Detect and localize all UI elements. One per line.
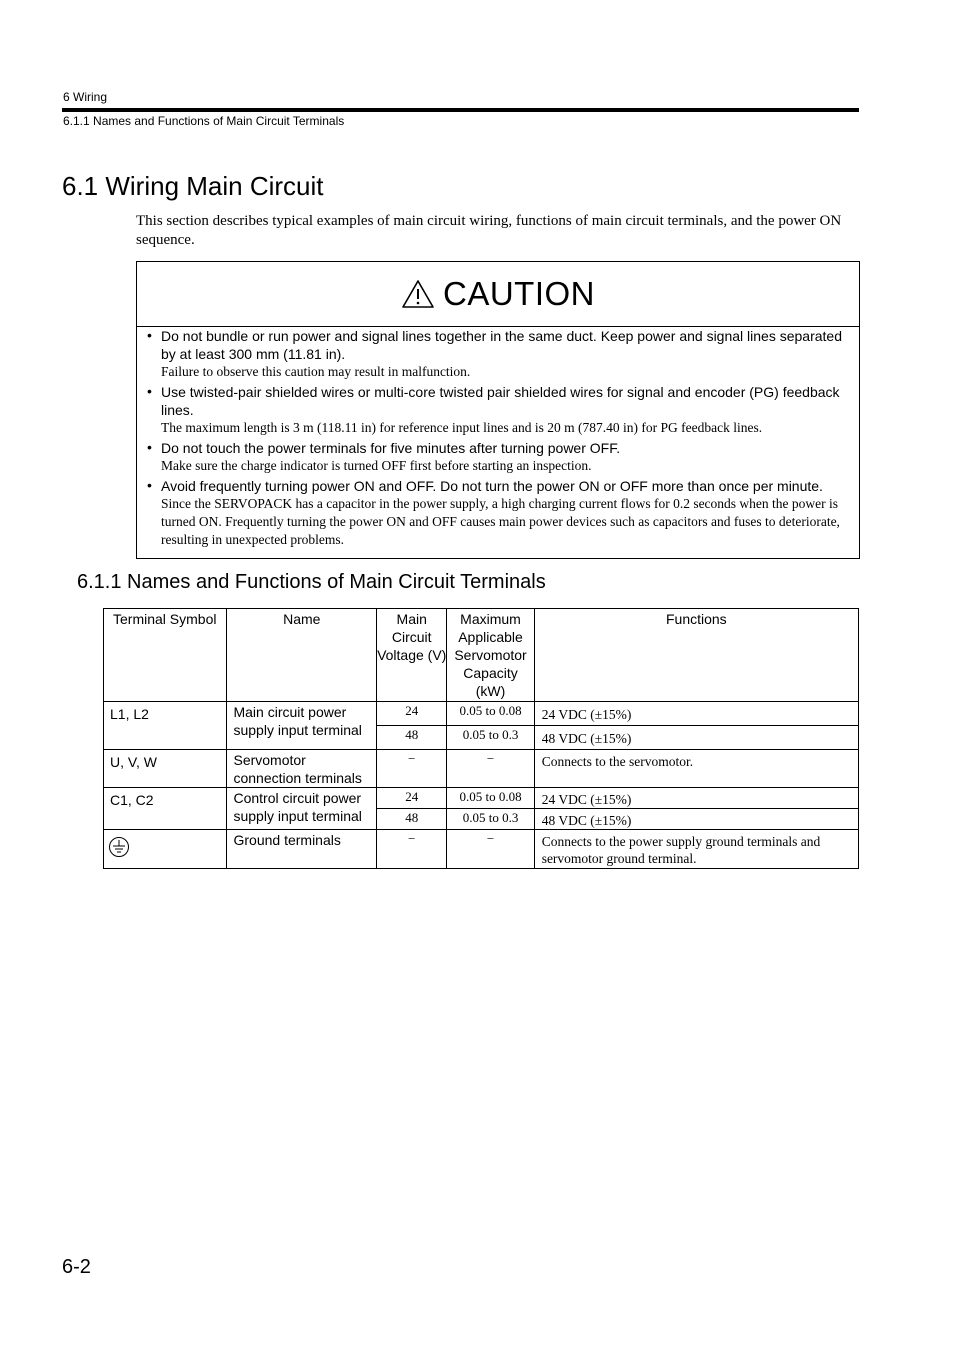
caution-item <box>137 439 859 475</box>
table-row <box>104 750 859 788</box>
caution-text: Do not bundle or run power and signal lines together in the same duct. Keep power and signal lines separated by at least 300 mm (11.81 in). <box>161 328 842 362</box>
caution-note: Failure to observe this caution may result in malfunction. <box>161 364 471 379</box>
cell-voltage: 24 <box>377 788 447 809</box>
warning-triangle-icon <box>401 279 435 309</box>
cell-capacity: − <box>447 750 534 788</box>
bullet-icon: • <box>147 383 152 399</box>
cell-name: Control circuit power supply input terminal <box>227 788 377 830</box>
cell-name: Ground terminals <box>227 830 377 869</box>
header-voltage: Main Circuit Voltage (V) <box>377 609 447 702</box>
caution-note: Make sure the charge indicator is turned OFF first before starting an inspection. <box>161 458 592 473</box>
caution-header <box>137 262 859 327</box>
terminals-table <box>103 608 859 869</box>
running-header-chapter: 6 Wiring <box>63 90 108 104</box>
cell-name: Servomotor connection terminals <box>227 750 377 788</box>
header-functions: Functions <box>534 609 858 702</box>
caution-title: CAUTION <box>443 275 595 312</box>
caution-text: Do not touch the power terminals for five minutes after turning power OFF. <box>161 440 621 456</box>
cell-voltage: − <box>377 750 447 788</box>
table-row <box>104 702 859 726</box>
cell-voltage: 24 <box>377 702 447 726</box>
page-title: 6.1 Wiring Main Circuit <box>62 171 324 201</box>
cell-voltage: 48 <box>377 809 447 830</box>
cell-voltage: − <box>377 830 447 869</box>
subsection-title: 6.1.1 Names and Functions of Main Circuit Terminals <box>77 571 546 593</box>
header-terminal-symbol: Terminal Symbol <box>104 609 227 702</box>
caution-text: Use twisted-pair shielded wires or multi-core twisted pair shielded wires for signal and encoder (PG) feedback lines. <box>161 384 840 418</box>
cell-capacity: 0.05 to 0.3 <box>447 726 534 750</box>
cell-function: Connects to the power supply ground terminals and servomotor ground terminal. <box>534 830 858 869</box>
ground-symbol-icon <box>108 836 130 858</box>
page-number: 6-2 <box>62 1256 91 1278</box>
cell-function: 48 VDC (±15%) <box>534 809 858 830</box>
table-row <box>104 830 859 869</box>
cell-symbol <box>104 830 227 869</box>
cell-function: Connects to the servomotor. <box>534 750 858 788</box>
cell-capacity: − <box>447 830 534 869</box>
cell-symbol: U, V, W <box>104 750 227 788</box>
cell-capacity: 0.05 to 0.08 <box>447 702 534 726</box>
cell-capacity: 0.05 to 0.08 <box>447 788 534 809</box>
caution-box <box>136 261 860 559</box>
header-capacity: Maximum Applicable Servomotor Capacity (kW) <box>447 609 534 702</box>
caution-list <box>137 327 859 551</box>
cell-symbol: C1, C2 <box>104 788 227 830</box>
bullet-icon: • <box>147 439 152 455</box>
cell-name: Main circuit power supply input terminal <box>227 702 377 750</box>
running-header-section: 6.1.1 Names and Functions of Main Circuit Terminals <box>63 114 345 128</box>
caution-note: The maximum length is 3 m (118.11 in) for reference input lines and is 20 m (787.40 in) for PG feedback lines. <box>161 420 763 435</box>
table-header-row <box>104 609 859 702</box>
caution-text: Avoid frequently turning power ON and OFF. Do not turn the power ON or OFF more than once per minute. <box>161 478 823 494</box>
intro-paragraph: This section describes typical examples of main circuit wiring, functions of main circuit terminals, and the power ON sequence. <box>136 213 842 248</box>
header-rule <box>62 108 859 112</box>
bullet-icon: • <box>147 327 152 343</box>
cell-function: 48 VDC (±15%) <box>534 726 858 750</box>
caution-note: Since the SERVOPACK has a capacitor in the power supply, a high charging current flows for 0.2 seconds when the power is turned ON. Frequently turning the power ON and OFF causes main power devices such as capacitors and fuses to deteriorate, resulting in unexpected problems. <box>161 496 840 547</box>
cell-capacity: 0.05 to 0.3 <box>447 809 534 830</box>
caution-item <box>137 477 859 549</box>
caution-item <box>137 327 859 381</box>
table-row <box>104 788 859 809</box>
cell-voltage: 48 <box>377 726 447 750</box>
header-name: Name <box>227 609 377 702</box>
cell-symbol: L1, L2 <box>104 702 227 750</box>
bullet-icon: • <box>147 477 152 493</box>
cell-function: 24 VDC (±15%) <box>534 702 858 726</box>
cell-function: 24 VDC (±15%) <box>534 788 858 809</box>
caution-item <box>137 383 859 437</box>
